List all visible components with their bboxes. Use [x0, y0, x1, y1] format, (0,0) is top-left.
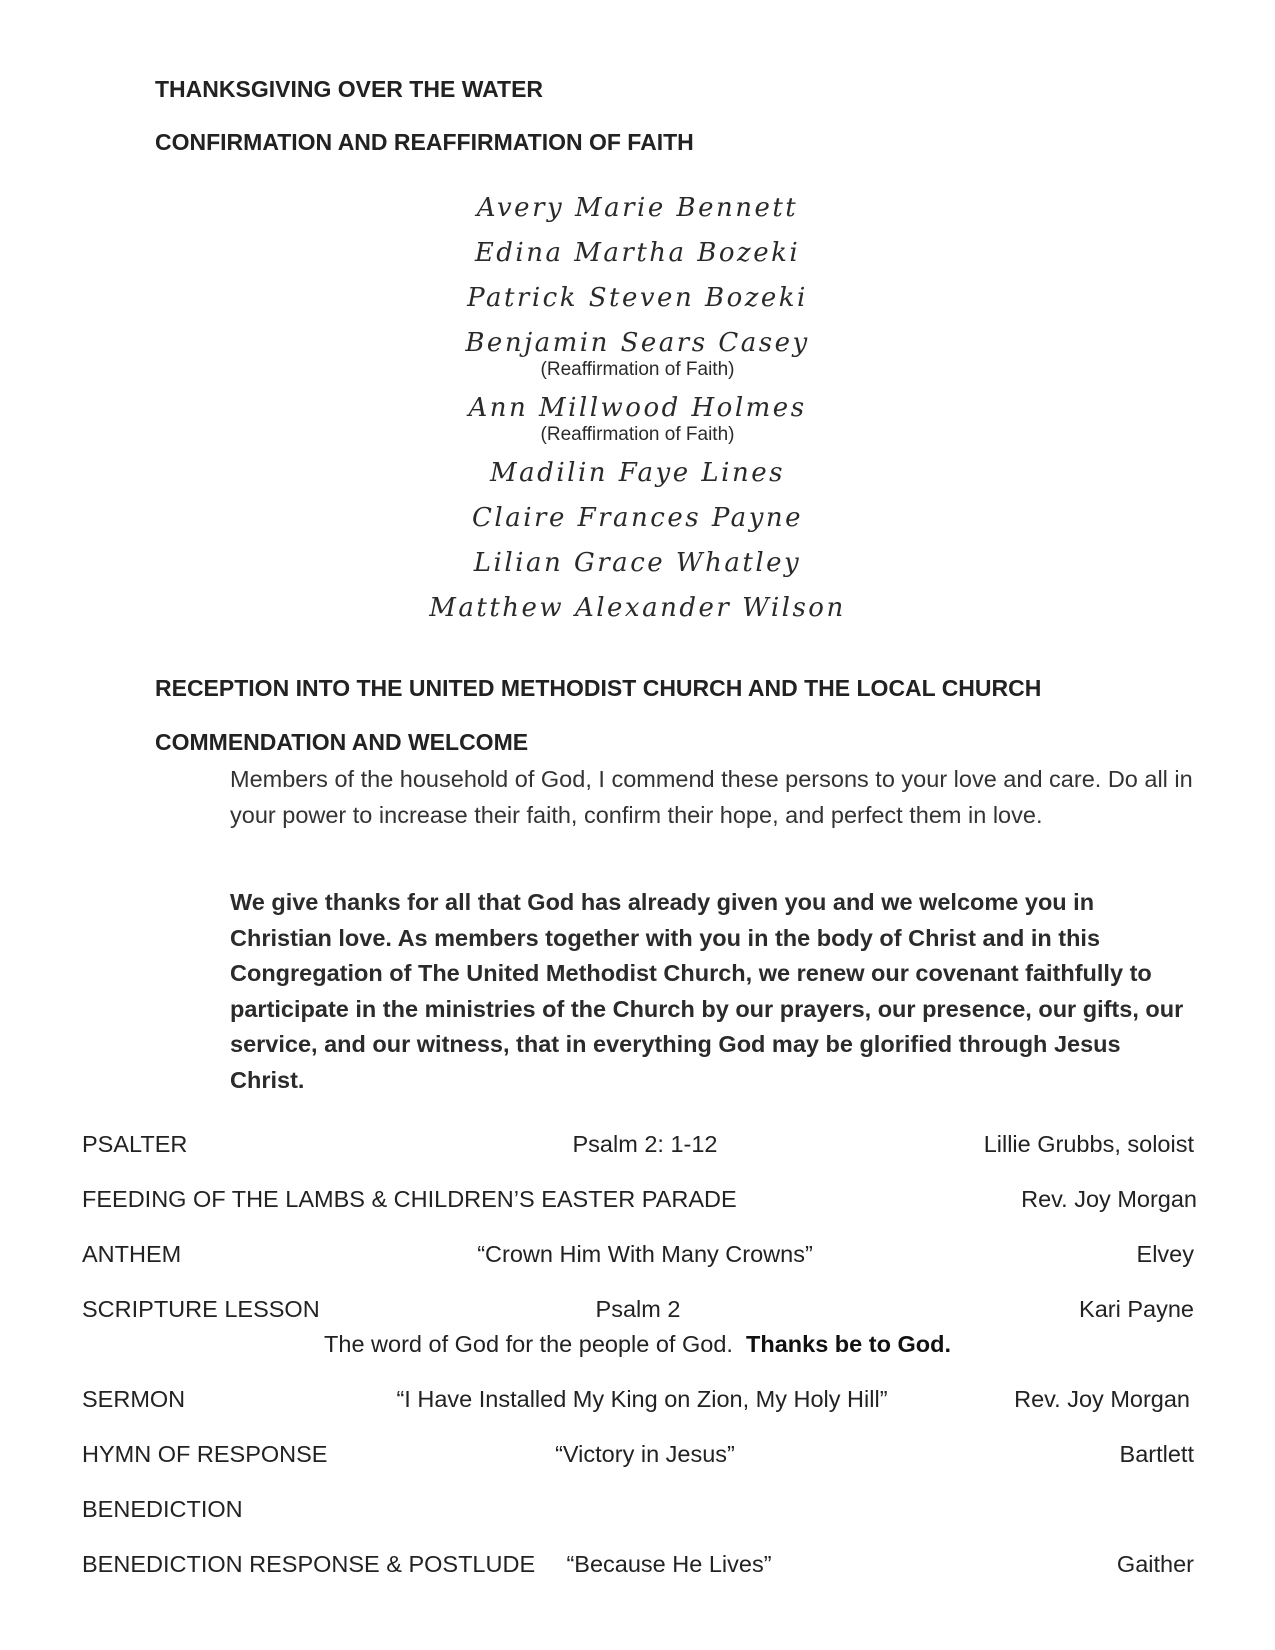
order-leader: Lillie Grubbs, soloist — [983, 1131, 1194, 1157]
order-item-feeding-of-the-lambs — [82, 1186, 1197, 1220]
confirmand-list — [0, 186, 1275, 631]
confirmand-name: Avery Marie Bennett — [476, 193, 799, 223]
confirmand-note: (Reaffirmation of Faith) — [540, 424, 735, 445]
confirmand-name: Matthew Alexander Wilson — [429, 593, 846, 623]
order-label: SERMON — [82, 1386, 186, 1412]
order-leader: Kari Payne — [1079, 1296, 1194, 1322]
scripture-response — [0, 1331, 1275, 1358]
order-label: SCRIPTURE LESSON — [82, 1296, 320, 1322]
order-leader: Gaither — [1116, 1551, 1194, 1577]
confirmand-name: Edina Martha Bozeki — [474, 238, 801, 268]
confirmand-name: Ann Millwood Holmes — [468, 393, 807, 423]
confirmand-note: (Reaffirmation of Faith) — [540, 359, 735, 380]
order-title: “I Have Installed My King on Zion, My Holy Hill” — [396, 1386, 888, 1412]
confirmand-name: Madilin Faye Lines — [490, 458, 785, 488]
order-label: PSALTER — [82, 1131, 188, 1157]
commendation-people-response: We give thanks for all that God has already given you and we welcome you in Christian love. As members together with you in the body of Christ and in this Congregation of The United Methodist Church, we renew our covenant faithfully to participate in the ministries of the Church by our prayers, our presence, our gifts, our service, and our witness, that in everything God may be glorified through Jesus Christ. — [230, 889, 1184, 1093]
commendation-leader-text: Members of the household of God, I commend these persons to your love and care. Do all in your power to increase their faith, confirm their hope, and perfect them in love. — [230, 766, 1193, 828]
heading-thanksgiving: THANKSGIVING OVER THE WATER — [155, 76, 544, 102]
heading-confirmation: CONFIRMATION AND REAFFIRMATION OF FAITH — [155, 129, 694, 155]
heading-commendation: COMMENDATION AND WELCOME — [155, 729, 529, 755]
order-item-benediction — [82, 1496, 1194, 1530]
order-title: “Victory in Jesus” — [555, 1441, 735, 1467]
order-label: FEEDING OF THE LAMBS & CHILDREN’S EASTER PARADE — [82, 1186, 737, 1212]
order-title: Psalm 2 — [595, 1296, 681, 1322]
scripture-response-people: Thanks be to God. — [745, 1331, 951, 1357]
confirmand-name: Benjamin Sears Casey — [465, 328, 810, 358]
order-label: BENEDICTION RESPONSE & POSTLUDE — [82, 1551, 536, 1577]
scripture-response-leader: The word of God for the people of God. — [324, 1331, 733, 1357]
heading-reception: RECEPTION INTO THE UNITED METHODIST CHURCH AND THE LOCAL CHURCH — [155, 675, 1042, 701]
order-leader: Bartlett — [1119, 1441, 1194, 1467]
order-title: Psalm 2: 1-12 — [572, 1131, 718, 1157]
order-item-benediction-response-postlude — [82, 1551, 1194, 1585]
confirmand-name: Patrick Steven Bozeki — [467, 283, 808, 313]
order-label: HYMN OF RESPONSE — [82, 1441, 328, 1467]
order-item-scripture-lesson — [82, 1296, 1194, 1330]
order-leader: Elvey — [1136, 1241, 1194, 1267]
order-title: “Crown Him With Many Crowns” — [477, 1241, 813, 1267]
confirmand-name: Lilian Grace Whatley — [473, 548, 802, 578]
order-leader: Rev. Joy Morgan — [1014, 1386, 1190, 1412]
order-item-anthem — [82, 1241, 1194, 1275]
confirmand-name: Claire Frances Payne — [471, 503, 804, 533]
order-title: “Because He Lives” — [566, 1551, 772, 1577]
order-leader: Rev. Joy Morgan — [1021, 1186, 1197, 1212]
order-label: ANTHEM — [82, 1241, 182, 1267]
order-item-hymn-of-response — [82, 1441, 1194, 1475]
order-item-psalter — [82, 1131, 1194, 1165]
order-item-sermon — [82, 1386, 1194, 1420]
order-label: BENEDICTION — [82, 1496, 243, 1522]
